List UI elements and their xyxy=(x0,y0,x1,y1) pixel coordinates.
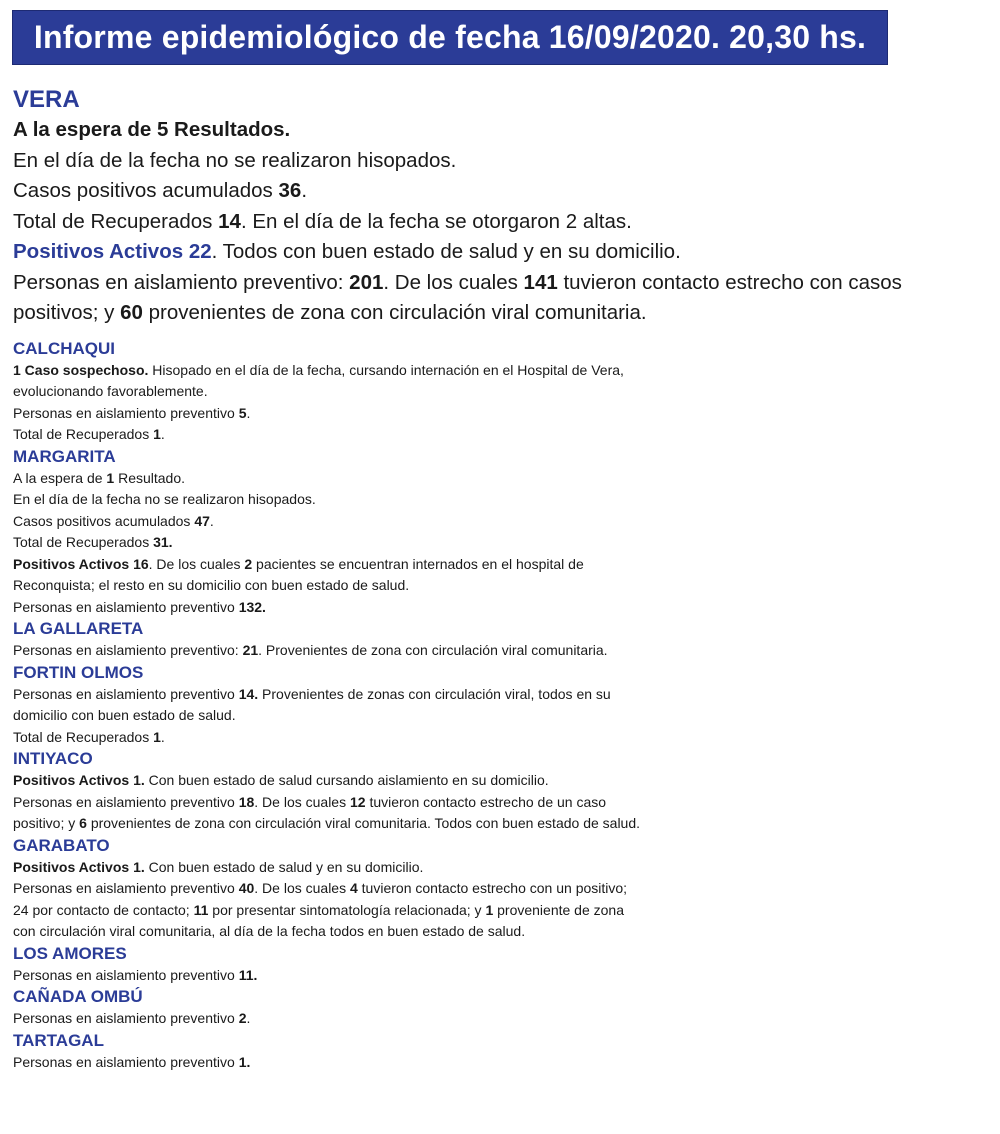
margarita-recovered-count: 31. xyxy=(153,534,173,550)
la-gallareta-isolation-count: 21 xyxy=(242,642,259,658)
canada-ombu-isolation-count: 2 xyxy=(238,1010,247,1026)
text: Casos positivos acumulados xyxy=(13,179,279,202)
text: Total de Recuperados xyxy=(13,426,154,442)
text: Hisopado en el día de la fecha, cursando internación en el Hospital de Vera, xyxy=(148,361,624,378)
text: . En el día de la fecha se otorgaron 2 altas. xyxy=(240,209,632,233)
margarita-line: En el día de la fecha no se realizaron hisopados. xyxy=(13,491,316,507)
section-garabato xyxy=(13,835,993,943)
text: . De los cuales xyxy=(254,793,350,810)
garabato-viral-count: 1 xyxy=(485,901,494,918)
intiyaco-isolation-count: 18 xyxy=(238,793,255,810)
report-body xyxy=(13,84,993,1073)
vera-positives xyxy=(13,176,993,207)
text: Provenientes de zonas con circulación viral, todos en su xyxy=(258,685,611,702)
text: provenientes de zona con circulación viral comunitaria. xyxy=(142,301,647,324)
vera-isolation-viral: 60 xyxy=(120,301,143,324)
calchaqui-line: evolucionando favorablemente. xyxy=(13,383,208,399)
section-fortin-olmos xyxy=(13,662,993,749)
los-amores-isolation-count: 11. xyxy=(238,966,258,983)
garabato-line xyxy=(13,900,993,922)
los-amores-line xyxy=(13,965,993,987)
garabato-line xyxy=(13,857,993,879)
calchaqui-isolation-count: 5 xyxy=(238,404,247,421)
section-tartagal xyxy=(13,1030,993,1074)
report-title: Informe epidemiológico de fecha 16/09/2020. 20,30 hs. xyxy=(33,19,867,55)
margarita-hospitalized-count: 2 xyxy=(244,555,253,572)
margarita-line: Reconquista; el resto en su domicilio con buen estado de salud. xyxy=(13,577,410,593)
text: Personas en aislamiento preventivo xyxy=(13,685,239,702)
margarita-line xyxy=(13,511,993,533)
locality-title-vera: VERA xyxy=(13,86,80,113)
canada-ombu-line xyxy=(13,1008,993,1030)
margarita-positives-count: 47 xyxy=(194,512,210,529)
vera-recovered-count: 14 xyxy=(218,209,241,233)
locality-title-margarita: MARGARITA xyxy=(13,446,116,466)
locality-title-fortin-olmos: FORTIN OLMOS xyxy=(13,662,144,682)
text: . xyxy=(246,1010,251,1026)
section-canada-ombu xyxy=(13,986,993,1030)
locality-title-canada-ombu: CAÑADA OMBÚ xyxy=(13,987,143,1006)
vera-waiting-text: A la espera de 5 Resultados. xyxy=(13,118,291,141)
text: Personas en aislamiento preventivo xyxy=(13,1053,239,1070)
text: 24 por contacto de contacto; xyxy=(13,901,194,918)
vera-active-label: Positivos Activos 22 xyxy=(13,240,212,263)
text: . xyxy=(160,728,165,745)
text: Personas en aislamiento preventivo xyxy=(13,1010,239,1026)
tartagal-line xyxy=(13,1052,993,1074)
margarita-waiting-count: 1 xyxy=(106,469,115,486)
intiyaco-active-label: Positivos Activos 1. xyxy=(13,772,145,788)
vera-positives-count: 36 xyxy=(278,179,302,202)
fortin-olmos-line: domicilio con buen estado de salud. xyxy=(13,707,236,723)
text: . xyxy=(209,512,214,529)
text: Personas en aislamiento preventivo: xyxy=(13,270,350,294)
locality-title-garabato: GARABATO xyxy=(13,835,110,855)
margarita-line xyxy=(13,532,993,554)
margarita-line xyxy=(13,597,993,619)
section-la-gallareta xyxy=(13,618,993,662)
text: Total de Recuperados xyxy=(13,534,154,550)
text: . Todos con buen estado de salud y en su domicilio. xyxy=(211,240,681,263)
garabato-active-label: Positivos Activos 1. xyxy=(13,858,145,875)
text: Resultado. xyxy=(114,469,186,486)
intiyaco-line xyxy=(13,813,993,835)
fortin-olmos-line xyxy=(13,684,993,706)
text: pacientes se encuentran internados en el hospital de xyxy=(252,555,584,572)
fortin-olmos-line xyxy=(13,727,993,749)
calchaqui-suspect: 1 Caso sospechoso. xyxy=(13,361,149,378)
garabato-symptoms-count: 11 xyxy=(193,901,209,918)
localities-list xyxy=(13,338,993,1074)
garabato-line xyxy=(13,878,993,900)
report-header-banner xyxy=(12,10,888,65)
text: . De los cuales xyxy=(254,880,350,896)
vera-no-swabs: En el día de la fecha no se realizaron hisopados. xyxy=(13,148,457,172)
tartagal-isolation-count: 1. xyxy=(238,1053,251,1070)
text: . De los cuales xyxy=(148,555,245,572)
locality-title-los-amores: LOS AMORES xyxy=(13,943,127,963)
text: . De los cuales xyxy=(383,270,524,294)
section-margarita xyxy=(13,446,993,619)
margarita-line xyxy=(13,468,993,490)
section-vera xyxy=(13,84,993,329)
vera-isolation-contacts: 141 xyxy=(523,270,558,294)
text: Con buen estado de salud y en su domicilio. xyxy=(144,858,424,875)
vera-active xyxy=(13,237,993,268)
calchaqui-line xyxy=(13,403,993,425)
margarita-line xyxy=(13,554,993,576)
section-intiyaco xyxy=(13,748,993,835)
la-gallareta-line xyxy=(13,640,993,662)
locality-title-intiyaco: INTIYACO xyxy=(13,749,93,768)
section-calchaqui xyxy=(13,338,993,446)
vera-waiting xyxy=(13,115,993,146)
garabato-line: con circulación viral comunitaria, al día de la fecha todos en buen estado de salud. xyxy=(13,923,526,939)
garabato-contacts-count: 4 xyxy=(349,880,358,896)
text: Personas en aislamiento preventivo: xyxy=(13,642,243,658)
vera-recovered xyxy=(13,207,993,238)
text: . xyxy=(246,404,251,421)
garabato-isolation-count: 40 xyxy=(238,880,255,896)
fortin-olmos-isolation-count: 14. xyxy=(238,685,259,702)
vera-isolation xyxy=(13,268,993,329)
text: Personas en aislamiento preventivo xyxy=(13,966,239,983)
text: por presentar sintomatología relacionada; y xyxy=(208,901,486,918)
text: positivo; y xyxy=(13,815,80,831)
locality-title-calchaqui: CALCHAQUI xyxy=(13,338,115,358)
margarita-isolation-count: 132. xyxy=(238,598,266,615)
intiyaco-contacts-count: 12 xyxy=(349,793,366,810)
locality-title-tartagal: TARTAGAL xyxy=(13,1030,104,1050)
text: Personas en aislamiento preventivo xyxy=(13,880,239,896)
text: tuvieron contacto estrecho con un positivo; xyxy=(357,880,628,896)
text: provenientes de zona con circulación viral comunitaria. Todos con buen estado de salud. xyxy=(86,815,641,831)
locality-title-la-gallareta: LA GALLARETA xyxy=(13,619,144,638)
text: A la espera de xyxy=(13,469,107,486)
text: tuvieron contacto estrecho con casos positivos; y xyxy=(13,270,902,324)
text: Total de Recuperados xyxy=(13,209,219,233)
text: proveniente de zona xyxy=(493,901,624,918)
text: Personas en aislamiento preventivo xyxy=(13,793,239,810)
text: tuvieron contacto estrecho de un caso xyxy=(365,793,607,810)
intiyaco-viral-count: 6 xyxy=(79,815,87,831)
section-los-amores xyxy=(13,943,993,987)
text: Con buen estado de salud cursando aislamiento en su domicilio. xyxy=(144,772,549,788)
calchaqui-line xyxy=(13,360,993,382)
vera-isolation-count: 201 xyxy=(349,270,384,294)
text: . Provenientes de zona con circulación viral comunitaria. xyxy=(258,642,608,658)
text: Personas en aislamiento preventivo xyxy=(13,404,239,421)
margarita-active-label: Positivos Activos 16 xyxy=(13,555,149,572)
text: Total de Recuperados xyxy=(13,728,154,745)
intiyaco-line xyxy=(13,770,993,792)
intiyaco-line xyxy=(13,792,993,814)
text: . xyxy=(160,426,165,442)
text: Personas en aislamiento preventivo xyxy=(13,598,239,615)
fortin-olmos-recovered-count: 1 xyxy=(153,728,161,745)
text: . xyxy=(301,179,308,202)
calchaqui-recovered-count: 1 xyxy=(153,426,161,442)
calchaqui-line xyxy=(13,424,993,446)
text: Casos positivos acumulados xyxy=(13,512,195,529)
